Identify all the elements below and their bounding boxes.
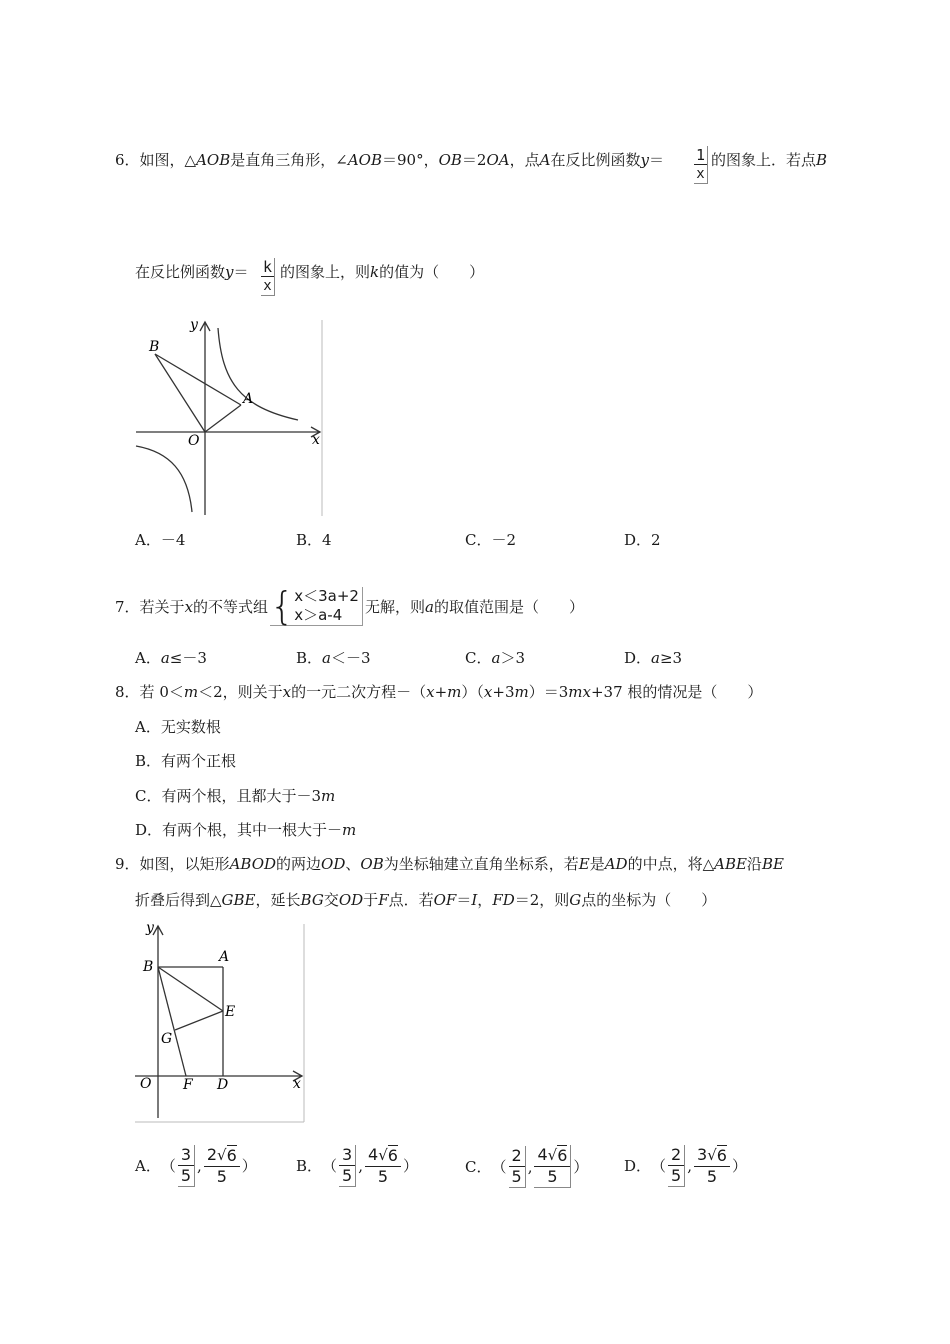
- q8-option-a[interactable]: A．无实数根: [135, 718, 221, 736]
- q9-line2: 折叠后得到△GBE，延长BG交OD于F点．若OF＝I，FD＝2，则G点的坐标为（ ）: [135, 891, 717, 909]
- q7-number: 7．: [115, 597, 140, 616]
- q6-text: ＝: [648, 151, 664, 169]
- q6-var: A: [539, 151, 551, 169]
- q7-option-b[interactable]: B．a＜－3: [296, 649, 371, 667]
- fraction-numerator: k: [263, 258, 273, 276]
- q7-text: 无解，则: [364, 597, 425, 616]
- q6-var: B: [816, 151, 828, 169]
- q7-option-d[interactable]: D．a≥3: [624, 649, 683, 667]
- y-axis-label: y: [146, 920, 154, 936]
- q7-text: 的不等式组: [193, 597, 269, 616]
- q9-line1: 9．如图，以矩形ABOD的两边OD、OB为坐标轴建立直角坐标系，若E是AD的中点，将△ABE沿BE: [115, 855, 784, 873]
- q8-stem: 8．若 0＜m＜2，则关于x的一元二次方程－（x+m）（x+3m）＝3mx+37 根的情况是（ ）: [115, 683, 763, 701]
- q9-figure: [130, 918, 310, 1124]
- q8-option-b[interactable]: B．有两个正根: [135, 752, 237, 770]
- q6-number: 6．: [115, 151, 140, 169]
- point-b-label: B: [149, 339, 160, 355]
- q6-option-b[interactable]: B．4: [296, 531, 332, 549]
- q7-text: 的取值范围是（ ）: [433, 597, 584, 616]
- fraction-denominator: x: [696, 166, 705, 182]
- q6-line2-tail: [280, 262, 484, 282]
- q8-option-c[interactable]: C．有两个根，且都大于－3m: [135, 787, 336, 805]
- q6-var: y: [225, 263, 234, 281]
- q9-option-a[interactable]: A． （ 3 5 , 2 √ 6 5 ）: [135, 1145, 257, 1186]
- q6-var: AOB: [196, 151, 231, 169]
- inequality-row-1: x＜3a+2: [294, 587, 359, 605]
- point-a-label: A: [219, 949, 230, 965]
- point-g-label: G: [161, 1031, 173, 1047]
- point-f-label: F: [183, 1077, 193, 1093]
- q8-number: 8．: [115, 683, 140, 701]
- q6-text: ，点: [509, 151, 540, 169]
- inequality-system: { x＜3a+2 x＞a-4: [270, 587, 363, 626]
- q7-option-c[interactable]: C．a＞3: [465, 649, 525, 667]
- q9-option-b[interactable]: B． （ 3 5 , 4 √ 6 5 ）: [296, 1145, 418, 1186]
- q6-var: AOB: [347, 151, 382, 169]
- q6-option-d[interactable]: D．2: [624, 531, 661, 549]
- q6-option-c[interactable]: C．－2: [465, 531, 517, 549]
- point-b-label: B: [143, 959, 154, 975]
- q6-line1-tail: [711, 150, 827, 170]
- inequality-row-2: x＞a-4: [294, 606, 343, 624]
- q6-line1: [115, 150, 664, 170]
- q6-fraction-1: [693, 146, 709, 184]
- q6-var: OB: [438, 151, 462, 169]
- q6-text: ＝90°，: [381, 151, 439, 169]
- q6-option-a[interactable]: A．－4: [135, 531, 186, 549]
- x-axis-label: x: [293, 1076, 301, 1092]
- q8-option-d[interactable]: D．有两个根，其中一根大于－m: [135, 821, 357, 839]
- q7-var: a: [424, 597, 434, 616]
- q6-text: 在反比例函数: [135, 263, 226, 281]
- q6-text: 在反比例函数: [550, 151, 641, 169]
- q7-var: x: [184, 597, 194, 616]
- point-e-label: E: [225, 1004, 236, 1020]
- q7-text: 若关于: [139, 597, 185, 616]
- y-axis-label: y: [190, 317, 198, 333]
- x-axis-label: x: [312, 432, 320, 448]
- fraction-numerator: 1: [696, 146, 706, 164]
- q6-text: ＝: [233, 263, 249, 281]
- q9-option-d[interactable]: D． （ 2 5 , 3 √ 6 5 ）: [624, 1145, 747, 1186]
- q6-text: 的值为（ ）: [379, 263, 485, 281]
- q6-figure: [130, 312, 330, 518]
- q6-text: 是直角三角形，∠: [230, 151, 348, 169]
- q7-stem: [115, 584, 584, 628]
- q6-var: k: [370, 263, 380, 281]
- q6-text: ＝2: [461, 151, 487, 169]
- q6-text: 的图象上，则: [280, 263, 371, 281]
- q9-option-c[interactable]: C． （ 2 5 , 4 √ 6 5 ）: [465, 1145, 589, 1186]
- q6-text: 如图，△: [139, 151, 197, 169]
- origin-label: O: [188, 433, 200, 449]
- origin-label: O: [140, 1076, 152, 1092]
- q6-var: OA: [486, 151, 510, 169]
- fraction-denominator: x: [263, 278, 272, 294]
- point-d-label: D: [217, 1077, 229, 1093]
- q7-option-a[interactable]: A．a≤－3: [135, 649, 207, 667]
- q6-text: 的图象上．若点: [711, 151, 817, 169]
- q9-number: 9．: [115, 855, 140, 873]
- q6-fraction-2: [260, 258, 276, 296]
- point-a-label: A: [243, 391, 254, 407]
- q6-var: y: [640, 151, 649, 169]
- q6-line2: [135, 262, 249, 282]
